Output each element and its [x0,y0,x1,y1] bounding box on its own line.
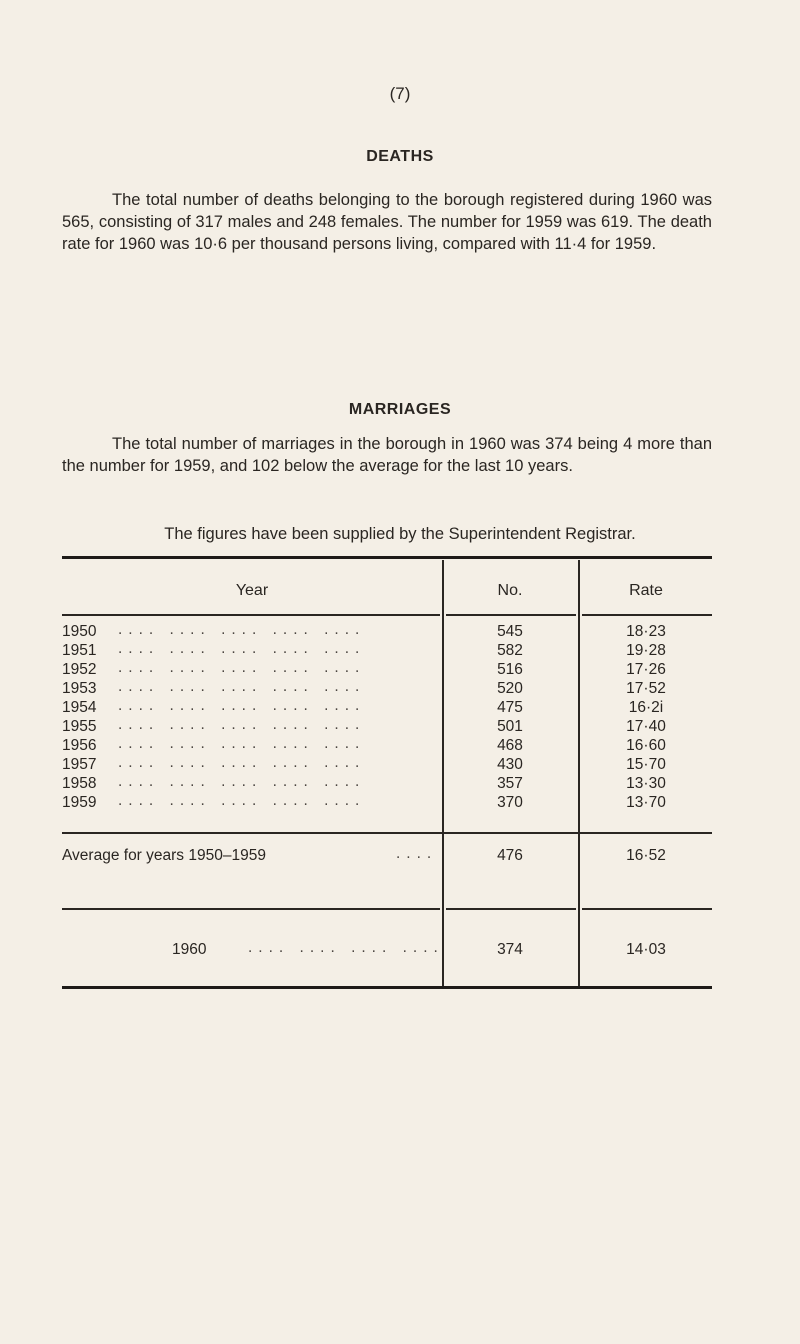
row-no: 516 [497,661,523,678]
header-rule [62,614,440,616]
current-rate: 14·03 [626,941,666,958]
deaths-paragraph: The total number of deaths belonging to the borough registered during 1960 was 565, consisting of 317 males and 248 females. The number for 1959 was 619. The death rate for 1960 was 10·6 per thousand persons living, compared with 11·4 for 1959. [62,191,712,253]
section-rule [62,908,440,910]
leader-dots: .... .... .... .... [248,939,444,956]
row-year: 1954 [62,699,97,716]
row-no: 430 [497,756,523,773]
average-label: Average for years 1950–1959 [62,847,266,864]
row-no: 582 [497,642,523,659]
current-year-row [62,941,712,960]
leader-dots: .... .... .... .... .... [118,659,366,676]
row-rate: 17·52 [626,680,666,697]
section-rule [446,908,576,910]
row-year: 1952 [62,661,97,678]
section-rule [582,908,712,910]
header-rule [446,614,576,616]
leader-dots: .... .... .... .... .... [118,640,366,657]
leader-dots: .... .... .... .... .... [118,735,366,752]
current-no: 374 [497,941,523,958]
row-rate: 13·70 [626,794,666,811]
row-year: 1959 [62,794,97,811]
leader-dots: .... .... .... .... .... [118,716,366,733]
row-no: 520 [497,680,523,697]
average-row [62,847,712,866]
row-no: 545 [497,623,523,640]
section-rule [62,832,712,834]
average-no: 476 [497,847,523,864]
row-year: 1958 [62,775,97,792]
row-no: 501 [497,718,523,735]
leader-dots: .... .... .... .... .... [118,792,366,809]
marriages-table [62,556,712,992]
row-rate: 17·26 [626,661,666,678]
row-no: 357 [497,775,523,792]
page-number: (7) [389,84,411,103]
header-year: Year [235,582,269,599]
marriages-heading: MARRIAGES [348,401,452,418]
leader-dots: .... .... .... .... .... [118,773,366,790]
leader-dots: .... .... .... .... .... [118,697,366,714]
row-rate: 13·30 [626,775,666,792]
row-rate: 19·28 [626,642,666,659]
deaths-heading: DEATHS [366,148,434,165]
row-rate: 17·40 [626,718,666,735]
row-no: 468 [497,737,523,754]
row-rate: 15·70 [626,756,666,773]
row-year: 1957 [62,756,97,773]
row-rate: 16·2i [628,699,664,716]
row-no: 370 [497,794,523,811]
row-year: 1955 [62,718,97,735]
row-no: 475 [497,699,523,716]
table-top-rule [62,556,712,559]
row-year: 1953 [62,680,97,697]
table-bottom-rule [62,986,712,989]
row-rate: 16·60 [626,737,666,754]
header-rate: Rate [629,582,663,599]
header-no: No. [497,582,523,599]
header-rule [582,614,712,616]
row-year: 1950 [62,623,97,640]
table-row [62,794,712,813]
leader-dots: .... .... .... .... .... [118,621,366,638]
row-year: 1956 [62,737,97,754]
average-rate: 16·52 [626,847,666,864]
leader-dots: .... .... .... .... .... [118,678,366,695]
row-year: 1951 [62,642,97,659]
current-year: 1960 [172,941,207,958]
leader-dots: .... .... .... .... .... [118,754,366,771]
leader-dots: .... [396,845,438,862]
marriages-paragraph: The total number of marriages in the borough in 1960 was 374 being 4 more than the number for 1959, and 102 below the average for the last 10 years. [62,435,712,475]
row-rate: 18·23 [626,623,666,640]
source-note: The figures have been supplied by the Superintendent Registrar. [164,525,636,543]
